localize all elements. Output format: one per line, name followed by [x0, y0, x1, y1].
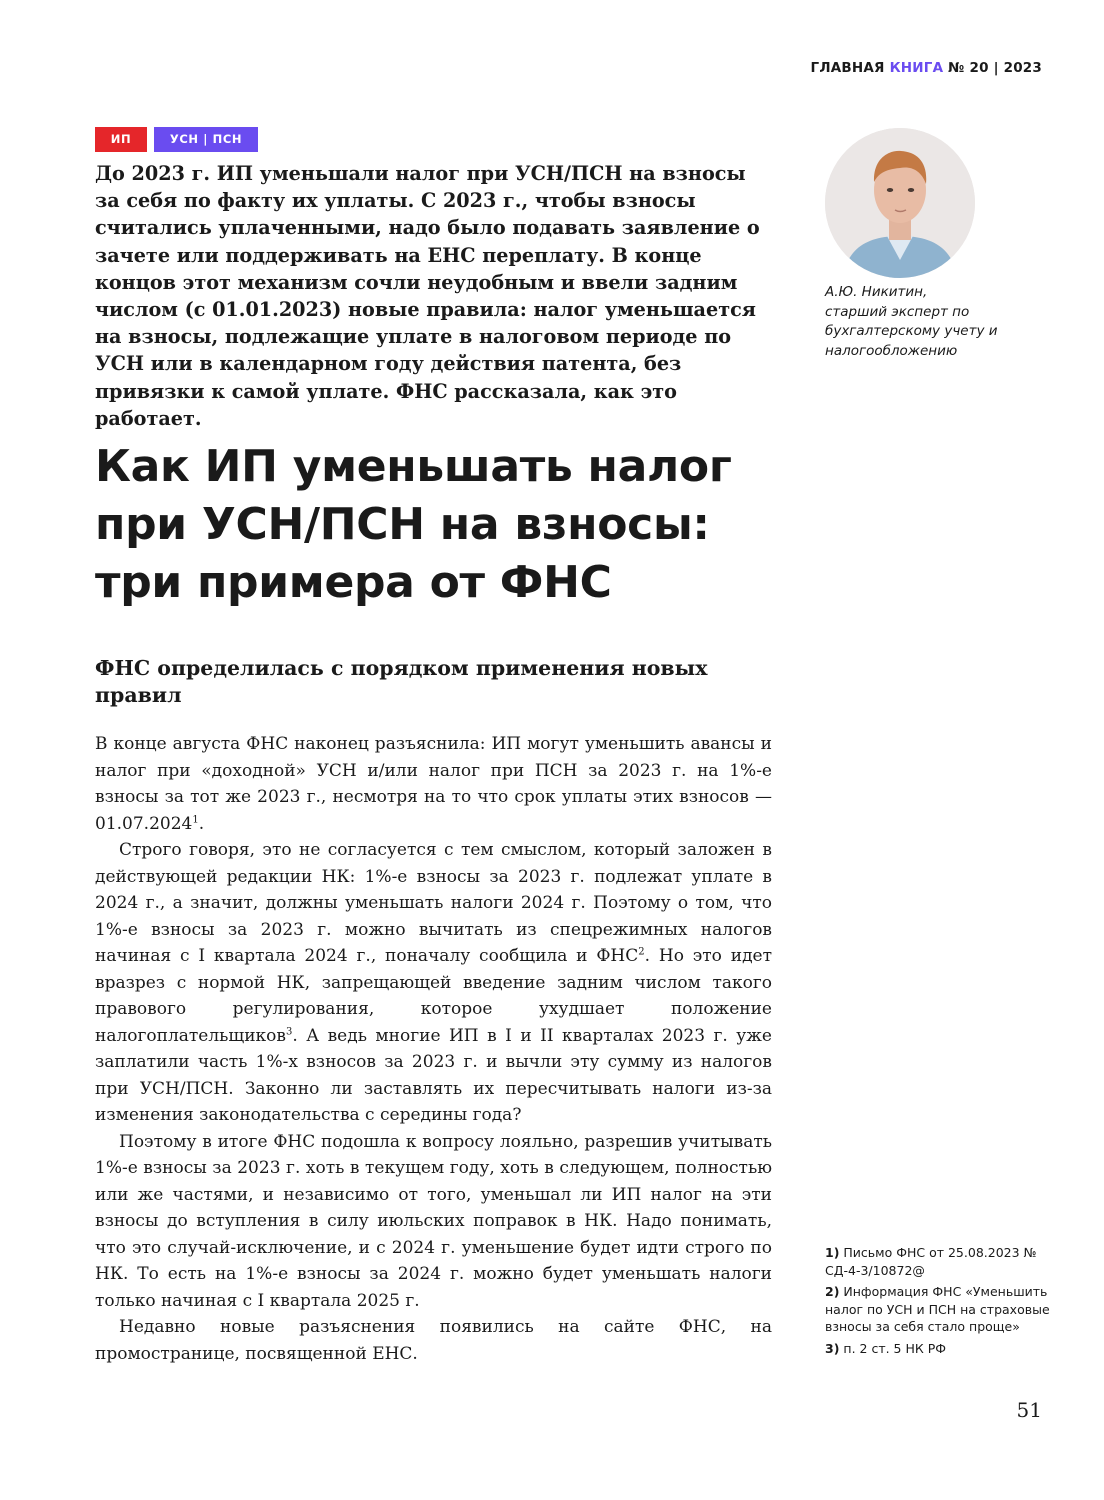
rubric-tags	[95, 127, 258, 152]
footnote-3: 3) п. 2 ст. 5 НК РФ	[825, 1340, 947, 1356]
body-paragraph-1: В конце августа ФНС наконец разъяснила: ИП могут уменьшить авансы и налог при «доходной» УСН и/или налог при ПСН за 2023 г. на 1%-е взносы за тот же 2023 г., несмотря на то что срок уплаты этих взносов — 01.07.2024$^1$.	[95, 734, 772, 834]
page-number: 51	[1016, 1398, 1042, 1422]
issue-number: № 20 | 2023	[948, 60, 1042, 76]
article-body	[95, 731, 772, 1367]
author-position: старший эксперт по бухгалтерскому учету и налогообложению	[825, 303, 998, 359]
footnote-ref-2[interactable]: 2	[638, 946, 645, 958]
author-name: А.Ю. Никитин,	[825, 284, 928, 300]
footnote-ref-1[interactable]: 1	[192, 813, 199, 825]
lead-text: До 2023 г. ИП уменьшали налог при УСН/ПСН на взносы за себя по факту их уплаты. С 2023 г., чтобы взносы считались уплаченными, надо было подавать заявление о зачете или поддерживать на ЕНС переплату. В конце концов этот механизм сочли неудобным и ввели задним числом (с 01.01.2023) новые правила: налог уменьшается на взносы, подлежащие уплате в налоговом периоде по УСН или в календарном году действия патента, без привязки к самой уплате. ФНС рассказала, как это работает.	[95, 162, 760, 430]
author-caption	[825, 283, 1045, 361]
tag-ip[interactable]: ИП	[95, 127, 147, 152]
magazine-name: ГЛАВНАЯ	[810, 60, 885, 76]
section-heading: ФНС определилась с порядком применения новых правил	[95, 656, 708, 707]
body-paragraph-3: Поэтому в итоге ФНС подошла к вопросу лояльно, разрешив учитывать 1%-е взносы за 2023 г. хоть в текущем году, хоть в следующем, полностью или же частями, и независимо от того, уменьшал ли ИП налог на эти взносы до вступления в силу июльских поправок в НК. Надо понимать, что это случай-исключение, и с 2024 г. уменьшение будет идти строго по НК. То есть на 1%-е взносы за 2024 г. можно будет уменьшать налоги только начиная с I квартала 2025 г.	[95, 1131, 772, 1311]
footnote-2: 2) Информация ФНС «Уменьшить налог по УСН и ПСН на страховые взносы за себя стало проще»	[825, 1284, 1050, 1334]
magazine-header	[811, 60, 1042, 76]
magazine-name-accent: КНИГА	[889, 60, 944, 76]
body-paragraph-2: Строго говоря, это не согласуется с тем смыслом, который заложен в действующей редакции НК: 1%-е взносы за 2023 г. подлежат уплате в 2024 г., а значит, должны уменьшать налоги 2024 г. Поэтому о том, что 1%-е взносы за 2023 г. можно вычитать из спецрежимных налогов начиная с I квартала 2024 г., поначалу сообщила и ФНС$^2$. Но это идет вразрез с нормой НК, запрещающей введение задним числом такого правового регулирования, которое ухудшает положение налогоплательщиков$^3$. А ведь многие ИП в I и II кварталах 2023 г. уже заплатили часть 1%-х взносов за 2023 г. и вычли эту сумму из налогов при УСН/ПСН. Законно ли заставлять их пересчитывать налоги из-за изменения законодательства с середины года?	[95, 840, 772, 1125]
article-title: Как ИП уменьшать налог при УСН/ПСН на взносы: три примера от ФНС	[95, 441, 732, 608]
footnotes	[825, 1244, 1050, 1361]
author-photo	[825, 128, 975, 278]
author-portrait-icon	[825, 128, 975, 278]
body-paragraph-4: Недавно новые разъяснения появились на сайте ФНС, на промостранице, посвященной ЕНС.	[95, 1317, 772, 1364]
footnote-ref-3[interactable]: 3	[286, 1025, 293, 1037]
lead-paragraph	[95, 160, 775, 432]
tag-usn-psn[interactable]: УСН | ПСН	[154, 127, 258, 152]
footnote-1: 1) Письмо ФНС от 25.08.2023 № СД-4-3/10872@	[825, 1245, 1037, 1278]
